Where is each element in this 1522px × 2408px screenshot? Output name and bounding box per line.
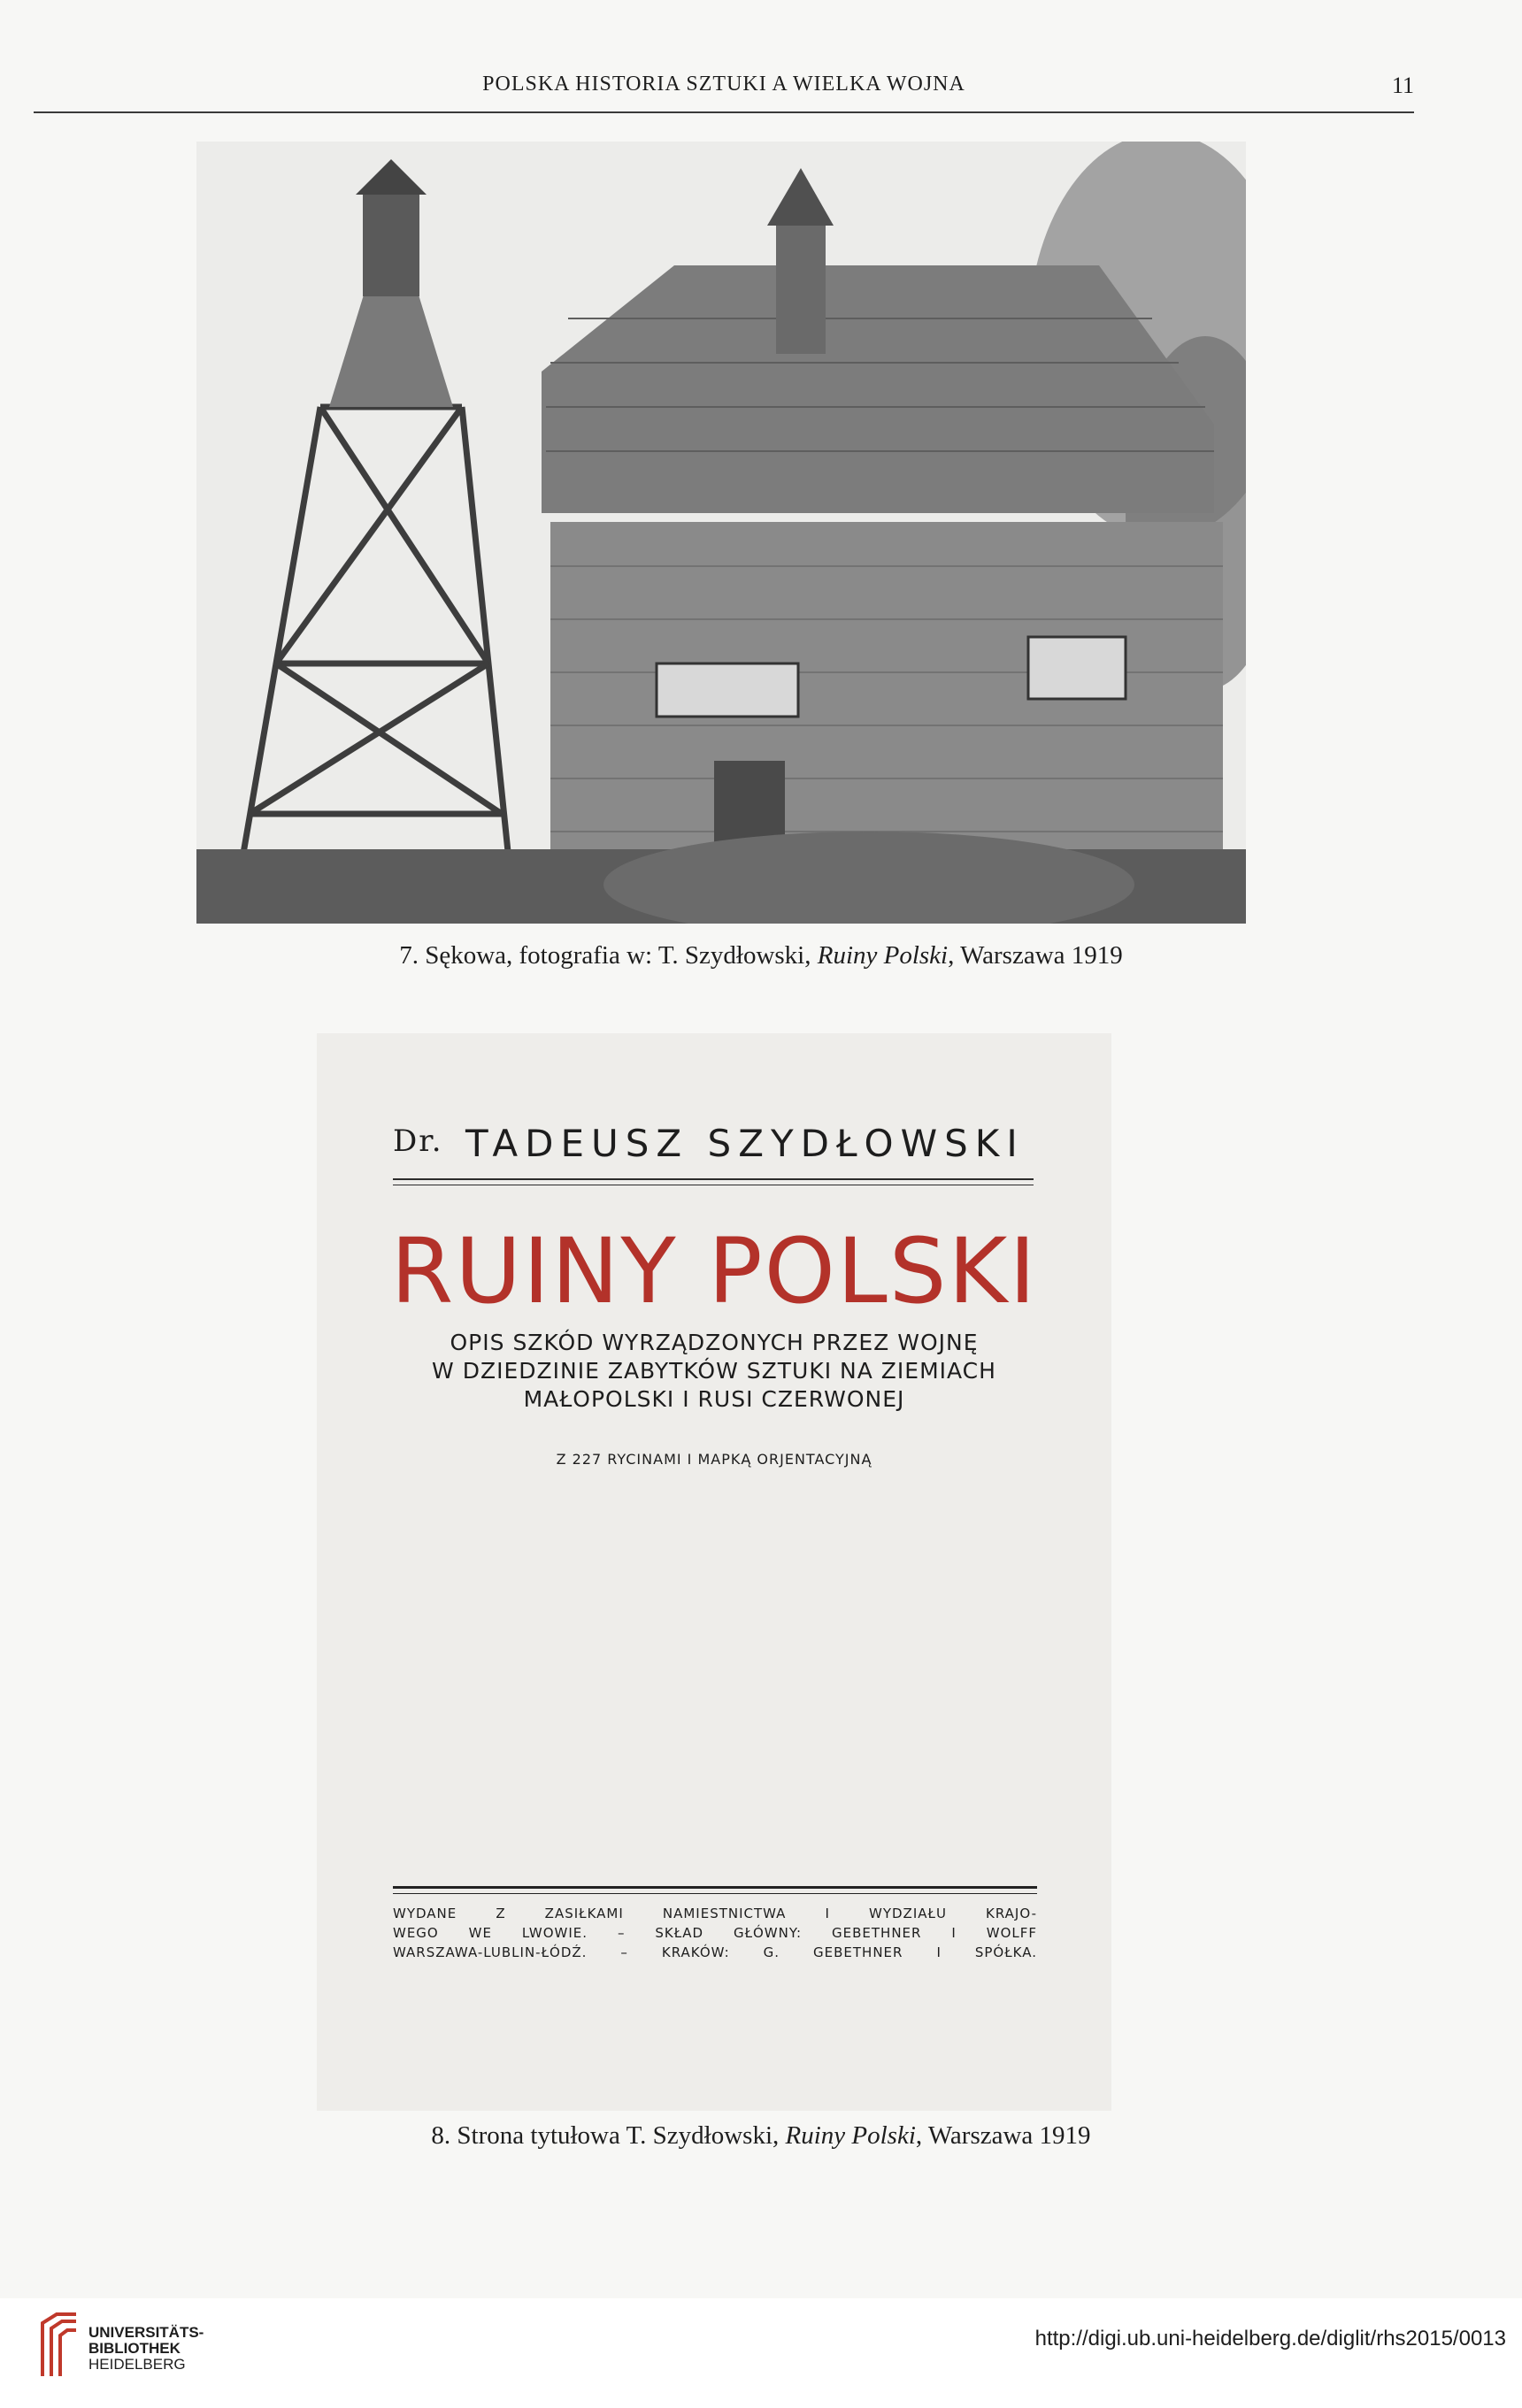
footer-bar bbox=[0, 2298, 1522, 2408]
subtitle-line: W DZIEDZINIE ZABYTKÓW SZTUKI NA ZIEMIACH bbox=[432, 1358, 996, 1384]
church-photo-drawing bbox=[196, 142, 1246, 924]
caption-7-title: Ruiny Polski bbox=[817, 941, 949, 970]
caption-8-suffix: , Warszawa 1919 bbox=[915, 2121, 1091, 2150]
library-logo-icon bbox=[39, 2311, 80, 2378]
caption-7-suffix: , Warszawa 1919 bbox=[948, 941, 1123, 970]
illustrations-note: Z 227 RYCINAMI I MAPKĄ ORJENTACYJNĄ bbox=[556, 1451, 872, 1468]
subtitle bbox=[317, 1329, 1111, 1414]
library-name-line: HEIDELBERG bbox=[88, 2356, 186, 2373]
book-title: RUINY POLSKI bbox=[390, 1219, 1038, 1324]
publisher-line: WEGO WE LWOWIE. – SKŁAD GŁÓWNY: GEBETHNER I WOLFF bbox=[393, 1925, 1037, 1941]
subtitle-line: MAŁOPOLSKI I RUSI CZERWONEJ bbox=[523, 1386, 905, 1412]
publisher-imprint bbox=[393, 1904, 1037, 1962]
caption-7-prefix: 7. Sękowa, fotografia w: T. Szydłowski, bbox=[399, 941, 818, 970]
library-name-line: BIBLIOTHEK bbox=[88, 2340, 181, 2357]
page-number: 11 bbox=[1391, 73, 1414, 98]
source-url[interactable]: http://digi.ub.uni-heidelberg.de/diglit/rhs2015/0013 bbox=[1034, 2327, 1506, 2350]
author-prefix: Dr. bbox=[393, 1123, 443, 1159]
author-line bbox=[393, 1123, 1034, 1184]
figure-8-caption bbox=[0, 2121, 1522, 2151]
author-rule bbox=[393, 1178, 1034, 1180]
publisher-rule bbox=[393, 1886, 1037, 1889]
publisher-rule-thin bbox=[393, 1893, 1037, 1894]
subtitle-line: OPIS SZKÓD WYRZĄDZONYCH PRZEZ WOJNĘ bbox=[450, 1330, 979, 1355]
running-head bbox=[34, 69, 1414, 113]
caption-8-prefix: 8. Strona tytułowa T. Szydłowski, bbox=[431, 2121, 786, 2150]
library-name bbox=[88, 2325, 204, 2373]
title-page-reproduction bbox=[317, 1033, 1111, 2111]
author-name: TADEUSZ SZYDŁOWSKI bbox=[465, 1122, 1025, 1165]
church-photograph bbox=[196, 142, 1246, 924]
library-name-line: UNIVERSITÄTS- bbox=[88, 2324, 204, 2341]
publisher-line: WYDANE Z ZASIŁKAMI NAMIESTNICTWA I WYDZIAŁU KRAJO- bbox=[393, 1906, 1037, 1921]
running-title: POLSKA HISTORIA SZTUKI A WIELKA WOJNA bbox=[482, 73, 965, 96]
figure-7-caption bbox=[0, 941, 1522, 970]
caption-8-title: Ruiny Polski bbox=[785, 2121, 916, 2150]
publisher-line: WARSZAWA-LUBLIN-ŁÓDŹ. – KRAKÓW: G. GEBETHNER I SPÓŁKA. bbox=[393, 1944, 1037, 1960]
